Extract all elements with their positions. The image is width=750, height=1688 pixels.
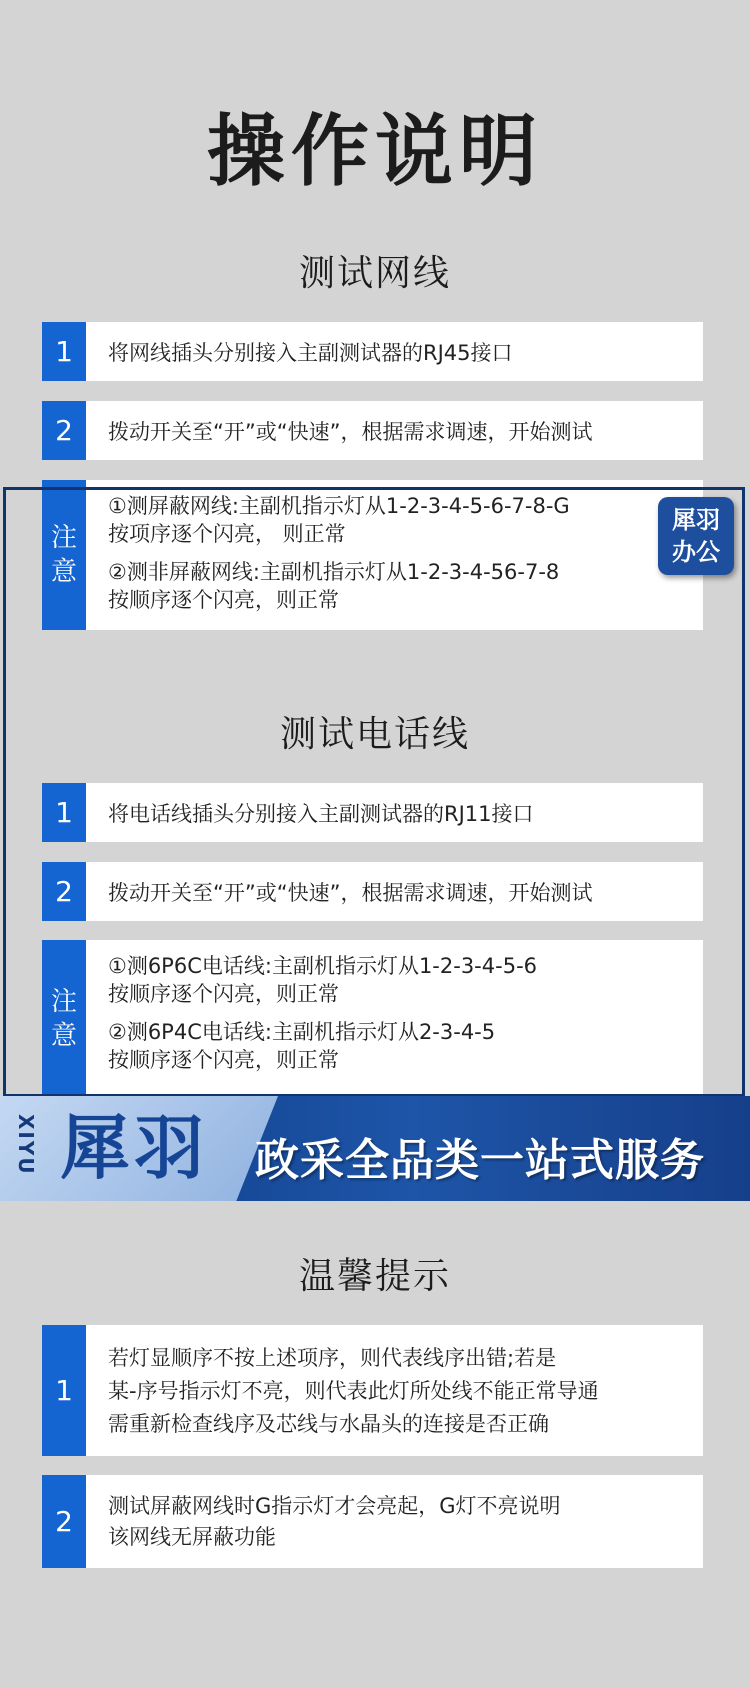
promo-banner (0, 1096, 750, 1201)
network-note-box (42, 480, 703, 630)
page-title: 操作说明 (206, 107, 543, 197)
note-text: ①测6P6C电话线:主副机指示灯从1-2-3-4-5-6 按顺序逐个闪亮，则正常 ②测6P4C电话线:主副机指示灯从2-3-4-5 按顺序逐个闪亮，则正常 (108, 954, 538, 1072)
banner-latin-text: XIYU (14, 1114, 38, 1176)
tip-number: 1 (42, 1325, 86, 1456)
step-number: 2 (42, 401, 86, 460)
tip-2 (42, 1475, 703, 1568)
tip-1 (42, 1325, 703, 1456)
step-text: 拨动开关至“开”或“快速”，根据需求调速，开始测试 (108, 880, 593, 905)
network-section-title: 测试网线 (298, 253, 451, 294)
step-text: 将网线插头分别接入主副测试器的RJ45接口 (108, 340, 513, 365)
banner-slogan: 政采全品类一站式服务 (255, 1135, 705, 1186)
tip-text: 若灯显顺序不按上述项序，则代表线序出错;若是 某-序号指示灯不亮，则代表此灯所处线不能正常导通 需重新检查线序及芯线与水晶头的连接是否正确 (108, 1346, 599, 1436)
brand-stamp: 犀羽 办公 (658, 497, 734, 575)
tips-section-title: 温馨提示 (298, 1256, 451, 1297)
phone-note-box (42, 940, 703, 1098)
tip-text: 测试屏蔽网线时G指示灯才会亮起，G灯不亮说明 该网线无屏蔽功能 (108, 1494, 561, 1549)
network-step-1 (42, 322, 703, 381)
step-text: 拨动开关至“开”或“快速”，根据需求调速，开始测试 (108, 419, 593, 444)
note-text: ①测屏蔽网线:主副机指示灯从1-2-3-4-5-6-7-8-G 按项序逐个闪亮， 则正常 ②测非屏蔽网线:主副机指示灯从1-2-3-4-56-7-8 按顺序逐个闪亮，则正常 (108, 494, 570, 612)
step-number: 2 (42, 862, 86, 921)
phone-step-1 (42, 783, 703, 842)
step-number: 1 (42, 783, 86, 842)
network-step-2 (42, 401, 703, 460)
phone-section-title: 测试电话线 (279, 714, 470, 755)
banner-brand: 犀羽 (60, 1107, 208, 1189)
step-text: 将电话线插头分别接入主副测试器的RJ11接口 (108, 801, 534, 826)
phone-step-2 (42, 862, 703, 921)
tip-number: 2 (42, 1475, 86, 1568)
note-label: 注 意 (42, 940, 86, 1098)
note-label: 注 意 (42, 480, 86, 630)
step-number: 1 (42, 322, 86, 381)
